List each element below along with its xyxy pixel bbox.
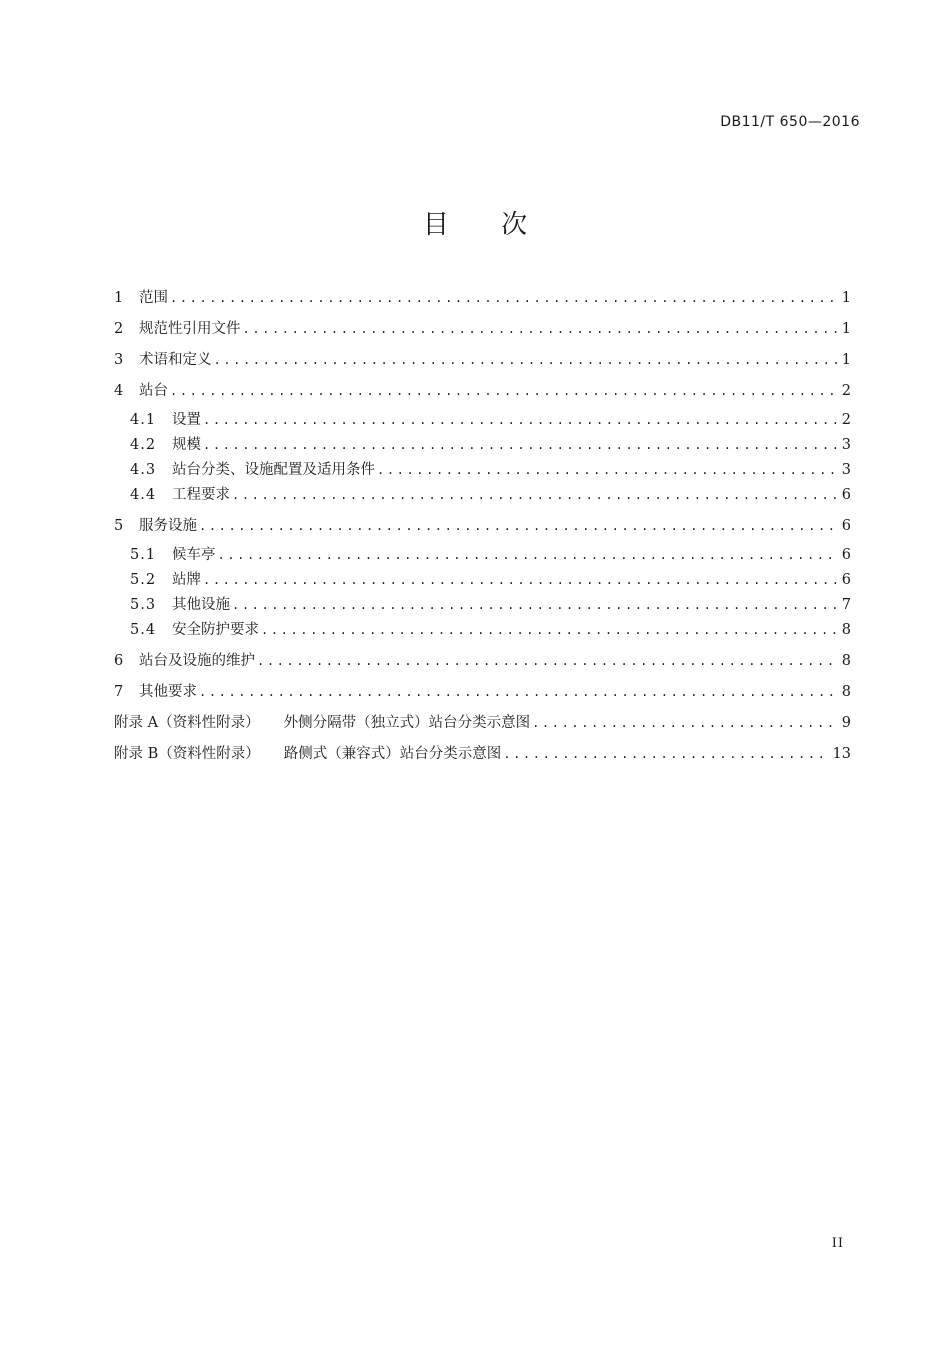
toc-number: 附录 B（资料性附录） [114,746,260,762]
toc-label: 站台及设施的维护 [139,653,255,669]
toc-entry-4-2[interactable] [114,433,851,458]
toc-page: 3 [841,437,851,453]
toc-number: 5.2 [130,572,157,588]
toc-entry-5[interactable] [114,514,851,543]
toc-entry-appendix-b[interactable] [114,742,851,773]
page-title: 目 次 [422,210,550,240]
toc-leader-dots [199,514,838,538]
toc-number: 3 [114,352,124,368]
footer-page-number: II [831,1236,844,1251]
toc-label: 规范性引用文件 [139,321,241,337]
toc-label: 路侧式（兼容式）站台分类示意图 [283,746,502,762]
toc-number: 附录 A（资料性附录） [114,715,260,731]
toc-page: 2 [841,412,851,428]
toc-number: 5.1 [130,547,157,563]
toc-page: 6 [841,487,851,503]
toc-entry-4[interactable] [114,379,851,408]
toc-number: 4.4 [130,487,157,503]
toc-leader-dots [203,433,838,457]
toc-entry-1[interactable] [114,286,851,317]
toc-number: 4.1 [130,412,157,428]
toc-leader-dots [503,742,828,766]
toc-entry-5-3[interactable] [114,593,851,618]
toc-label: 术语和定义 [139,352,212,368]
toc-leader-dots [232,593,838,617]
toc-entry-2[interactable] [114,317,851,348]
toc-number: 5 [114,518,124,534]
toc-page: 6 [841,547,851,563]
toc-label: 其他设施 [172,597,230,613]
toc-entry-appendix-a[interactable] [114,711,851,742]
toc-page: 6 [841,572,851,588]
toc-leader-dots [199,680,838,704]
toc-label: 工程要求 [172,487,230,503]
toc-leader-dots [203,408,838,432]
toc-leader-dots [214,348,838,372]
toc-page: 8 [841,622,851,638]
toc-page: 8 [841,653,851,669]
document-code: DB11/T 650—2016 [720,114,860,130]
toc-entry-4-4[interactable] [114,483,851,514]
toc-page: 2 [841,383,851,399]
toc-label: 站牌 [172,572,201,588]
toc-leader-dots [532,711,838,735]
toc-leader-dots [257,649,838,673]
toc-number: 4.3 [130,462,157,478]
toc-page: 13 [832,746,851,762]
toc-leader-dots [232,483,838,507]
toc-entry-5-1[interactable] [114,543,851,568]
toc-label: 其他要求 [139,684,197,700]
toc-number: 6 [114,653,124,669]
toc-label: 服务设施 [139,518,197,534]
toc-page: 3 [841,462,851,478]
toc-leader-dots [170,286,838,310]
toc-page: 1 [841,352,851,368]
toc-number: 4 [114,383,124,399]
toc-label: 站台分类、设施配置及适用条件 [172,462,375,478]
toc-number: 7 [114,684,124,700]
toc-leader-dots [170,379,838,403]
toc-leader-dots [203,568,838,592]
table-of-contents [114,286,851,773]
toc-entry-5-4[interactable] [114,618,851,649]
toc-label: 外侧分隔带（独立式）站台分类示意图 [283,715,531,731]
toc-label: 设置 [172,412,201,428]
toc-page: 9 [841,715,851,731]
toc-leader-dots [261,618,838,642]
toc-entry-4-3[interactable] [114,458,851,483]
toc-page: 6 [841,518,851,534]
toc-entry-3[interactable] [114,348,851,379]
toc-label: 安全防护要求 [172,622,259,638]
toc-number: 4.2 [130,437,157,453]
toc-leader-dots [218,543,838,567]
toc-page: 8 [841,684,851,700]
toc-entry-4-1[interactable] [114,408,851,433]
toc-number: 5.4 [130,622,157,638]
toc-label: 规模 [172,437,201,453]
toc-entry-6[interactable] [114,649,851,680]
toc-number: 2 [114,321,124,337]
toc-number: 5.3 [130,597,157,613]
toc-number: 1 [114,290,124,306]
toc-entry-7[interactable] [114,680,851,711]
toc-leader-dots [243,317,838,341]
toc-label: 候车亭 [172,547,216,563]
toc-page: 1 [841,290,851,306]
toc-label: 范围 [139,290,168,306]
toc-label: 站台 [139,383,168,399]
toc-leader-dots [377,458,838,482]
toc-page: 7 [841,597,851,613]
toc-entry-5-2[interactable] [114,568,851,593]
toc-page: 1 [841,321,851,337]
